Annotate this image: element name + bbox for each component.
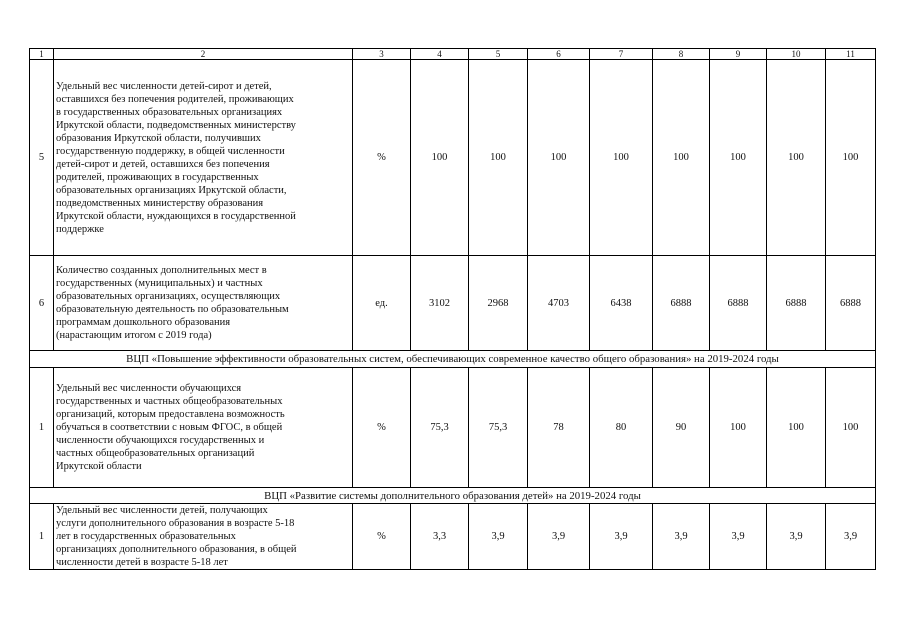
description-line: государственных (муниципальных) и частных [56,278,263,289]
value-cell: 100 [469,60,528,256]
value-cell: 100 [710,60,767,256]
section-title: ВЦП «Развитие системы дополнительного образования детей» на 2019-2024 годы [30,488,876,504]
description-line: Удельный вес численности обучающихся [56,383,242,394]
indicator-description [54,368,353,488]
description-line: Удельный вес численности детей, получающих [56,505,268,516]
description-line: Количество созданных дополнительных мест в [56,265,267,276]
value-cell: 6888 [826,256,876,351]
value-cell: 90 [653,368,710,488]
description-line: организациях дополнительного образования, в общей [56,544,297,555]
value-cell: 3,9 [710,504,767,570]
column-number: 10 [767,49,826,60]
description-line: Иркутской области, нуждающихся в государственной [56,210,296,222]
value-cell: 100 [767,60,826,256]
value-cell: 100 [826,368,876,488]
description-line: образовательную деятельность по образовательным [56,304,289,315]
value-cell: 2968 [469,256,528,351]
value-cell: 100 [411,60,469,256]
unit-cell: % [353,60,411,256]
row-number: 5 [30,60,54,256]
description-line: обучаться в соответствии с новым ФГОС, в общей [56,422,283,433]
column-number: 8 [653,49,710,60]
description-line: оставшихся без попечения родителей, проживающих [56,93,294,105]
unit-cell: ед. [353,256,411,351]
description-line: государственную поддержку, в общей численности [56,145,285,157]
value-cell: 3,9 [767,504,826,570]
value-cell: 3,9 [826,504,876,570]
description-line: в государственных образовательных организациях [56,106,283,118]
indicator-description [54,60,353,256]
description-line: подведомственных министерству образования [56,197,264,209]
unit-cell: % [353,504,411,570]
table-row [30,60,876,256]
value-cell: 75,3 [469,368,528,488]
value-cell: 100 [826,60,876,256]
section-title: ВЦП «Повышение эффективности образовательных систем, обеспечивающих современное качество общего образования» на 2019-2024 годы [30,351,876,368]
description-line: Иркутской области, подведомственных министерству [56,119,296,131]
column-number: 3 [353,49,411,60]
indicator-description [54,256,353,351]
description-line: услуги дополнительного образования в возрасте 5-18 [56,518,295,529]
description-line: программам дошкольного образования [56,317,231,328]
column-number: 7 [590,49,653,60]
value-cell: 6888 [710,256,767,351]
value-cell: 3102 [411,256,469,351]
description-line: (нарастающим итогом с 2019 года) [56,330,212,341]
table-body [30,49,876,570]
column-number: 4 [411,49,469,60]
description-line: поддержке [56,223,104,235]
table-row [30,504,876,570]
description-line: образования Иркутской области, получивших [56,132,261,144]
value-cell: 100 [710,368,767,488]
row-number: 6 [30,256,54,351]
table-row [30,368,876,488]
value-cell: 6438 [590,256,653,351]
column-number: 1 [30,49,54,60]
description-line: Удельный вес численности детей-сирот и детей, [56,80,272,92]
column-number: 5 [469,49,528,60]
value-cell: 6888 [653,256,710,351]
value-cell: 3,9 [469,504,528,570]
value-cell: 80 [590,368,653,488]
unit-cell: % [353,368,411,488]
section-header-row [30,351,876,368]
table-row [30,256,876,351]
column-number: 2 [54,49,353,60]
value-cell: 78 [528,368,590,488]
row-number: 1 [30,368,54,488]
column-number: 11 [826,49,876,60]
value-cell: 100 [528,60,590,256]
description-line: численности обучающихся государственных и [56,435,265,446]
description-line: образовательных организациях, осуществляющих [56,291,281,302]
value-cell: 3,9 [653,504,710,570]
value-cell: 3,3 [411,504,469,570]
indicator-description [54,504,353,570]
row-number: 1 [30,504,54,570]
section-header-row [30,488,876,504]
value-cell: 100 [590,60,653,256]
description-line: организаций, которым предоставлена возможность [56,409,285,420]
description-line: образовательных организациях Иркутской области, [56,184,287,196]
description-line: численности детей в возрасте 5-18 лет [56,557,228,568]
column-numbers-row [30,49,876,60]
value-cell: 75,3 [411,368,469,488]
value-cell: 3,9 [590,504,653,570]
value-cell: 100 [653,60,710,256]
value-cell: 4703 [528,256,590,351]
description-line: лет в государственных образовательных [56,531,236,542]
description-line: частных общеобразовательных организаций [56,448,255,459]
description-line: Иркутской области [56,461,142,472]
value-cell: 6888 [767,256,826,351]
value-cell: 3,9 [528,504,590,570]
column-number: 9 [710,49,767,60]
description-line: родителей, проживающих в государственных [56,171,259,183]
description-line: государственных и частных общеобразовательных [56,396,283,407]
indicators-table [29,48,876,570]
value-cell: 100 [767,368,826,488]
column-number: 6 [528,49,590,60]
description-line: детей-сирот и детей, оставшихся без попечения [56,158,270,170]
